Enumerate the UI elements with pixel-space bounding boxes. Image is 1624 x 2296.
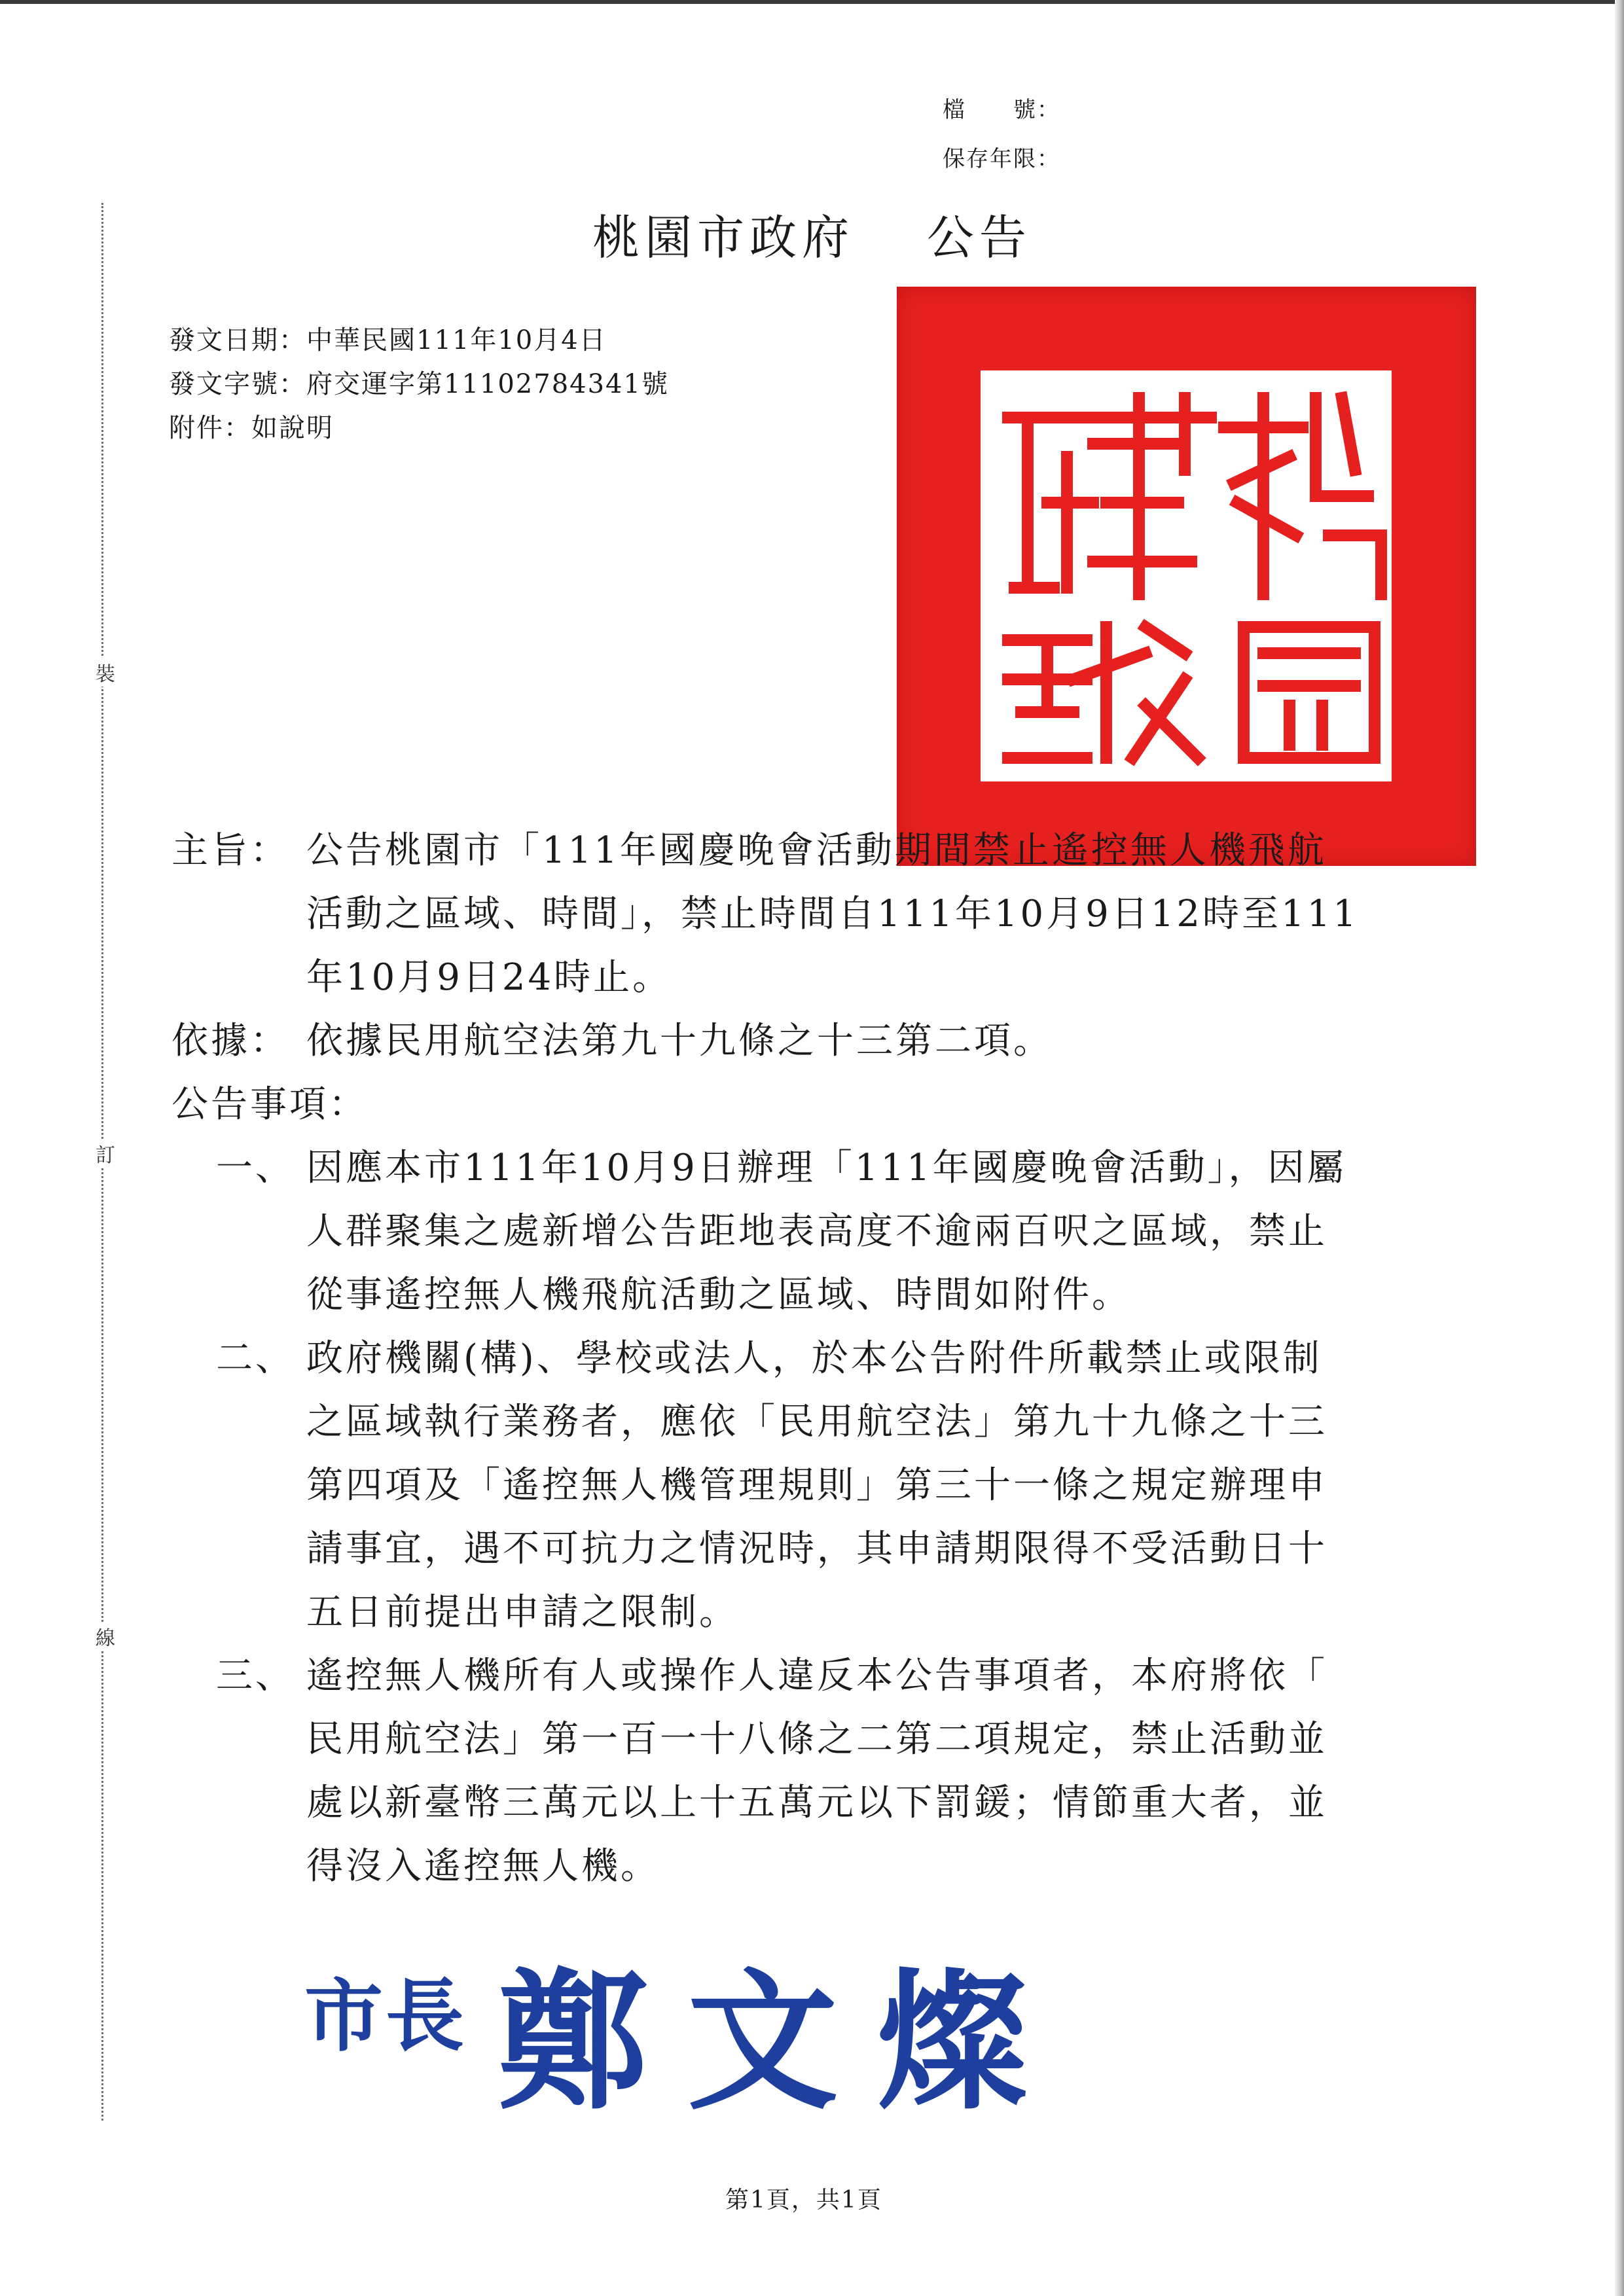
retention-period-label: 保存年限： [943, 146, 1060, 172]
document-title: 桃園市政府 公告 [592, 210, 1032, 265]
item-2-line-5: 五日前提出申請之限制。 [306, 1591, 738, 1634]
item-3-line-1: 遙控無人機所有人或操作人違反本公告事項者，本府將依「 [306, 1655, 1327, 1697]
item-2-number: 二、 [216, 1337, 295, 1380]
signature-title: 市長 [304, 1970, 467, 2062]
document-number: 發文字號：府交運字第11102784341號 [169, 369, 669, 399]
items-heading: 公告事項： [171, 1083, 368, 1126]
item-2-line-3: 第四項及「遙控無人機管理規則」第三十一條之規定辦理申 [306, 1464, 1327, 1507]
item-2-line-1: 政府機關(構)、學校或法人，於本公告附件所載禁止或限制 [306, 1337, 1322, 1380]
seal-script-strokes [897, 287, 1476, 866]
subject-line-2: 活動之區域、時間」，禁止時間自111年10月9日12時至111 [306, 893, 1359, 935]
item-2-line-4: 請事宜，遇不可抗力之情況時，其申請期限得不受活動日十 [306, 1528, 1327, 1570]
item-3-line-2: 民用航空法」第一百一十八條之二第二項規定，禁止活動並 [306, 1718, 1327, 1761]
scan-edge-top [0, 0, 1624, 4]
item-3-line-3: 處以新臺幣三萬元以上十五萬元以下罰鍰；情節重大者，並 [306, 1782, 1327, 1824]
attachment-note: 附件：如說明 [169, 413, 334, 443]
signature-name: 鄭文燦 [497, 1954, 1068, 2130]
subject-line-3: 年10月9日24時止。 [306, 956, 672, 999]
subject-label: 主旨： [171, 829, 289, 872]
basis-label: 依據： [171, 1020, 289, 1062]
scan-edge-right [1615, 0, 1624, 2296]
item-1-line-1: 因應本市111年10月9日辦理「111年國慶晚會活動」，因屬 [306, 1147, 1346, 1189]
issue-date: 發文日期：中華民國111年10月4日 [169, 325, 607, 355]
basis-text: 依據民用航空法第九十九條之十三第二項。 [306, 1020, 1053, 1062]
item-3-line-4: 得沒入遙控無人機。 [306, 1845, 660, 1888]
item-2-line-2: 之區域執行業務者，應依「民用航空法」第九十九條之十三 [306, 1401, 1327, 1443]
item-1-line-3: 從事遙控無人機飛航活動之區域、時間如附件。 [306, 1274, 1131, 1316]
binding-char-xian: 線 [94, 1622, 117, 1651]
page-footer: 第1頁，共1頁 [725, 2187, 882, 2214]
subject-line-1: 公告桃園市「111年國慶晚會活動期間禁止遙控無人機飛航 [306, 829, 1327, 872]
item-1-number: 一、 [216, 1147, 295, 1189]
item-1-line-2: 人群聚集之處新增公告距地表高度不逾兩百呎之區域，禁止 [306, 1210, 1327, 1253]
item-3-number: 三、 [216, 1655, 295, 1697]
file-number-label: 檔 號： [943, 97, 1060, 123]
official-seal [897, 287, 1476, 866]
binding-char-zhuang: 裝 [94, 658, 117, 687]
binding-char-ding: 訂 [94, 1139, 117, 1168]
